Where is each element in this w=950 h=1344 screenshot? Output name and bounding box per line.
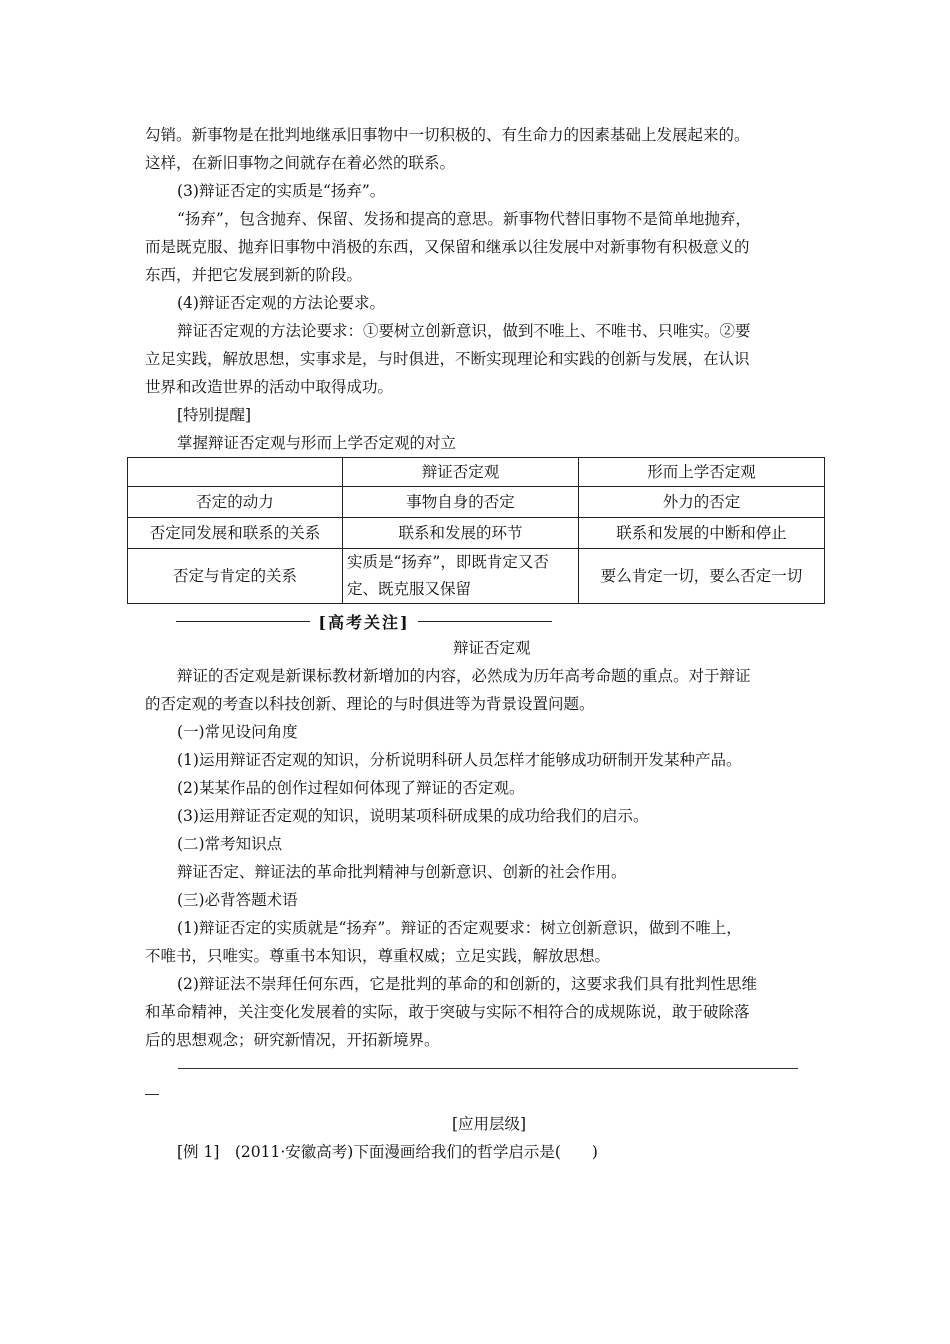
list-item: (1)辩证否定的实质就是“扬弃”。辩证的否定观要求：树立创新意识，做到不唯上，	[177, 919, 742, 937]
section-heading: (二)常考知识点	[177, 835, 283, 853]
tip-title: 掌握辩证否定观与形而上学否定观的对立	[177, 434, 457, 452]
paragraph-line: 而是既克服、抛弃旧事物中消极的东西，又保留和继承以往发展中对新事物有积极意义的	[145, 238, 750, 256]
gaokao-title: 辩证否定观	[453, 639, 531, 657]
table-cell: 否定的动力	[128, 487, 343, 518]
paragraph-line: 立足实践，解放思想，实事求是，与时俱进，不断实现理论和实践的创新与发展，在认识	[145, 350, 750, 368]
gaokao-banner	[176, 608, 552, 634]
table-cell: 要么肯定一切，要么否定一切	[579, 549, 825, 604]
table-header-cell: 形而上学否定观	[579, 458, 825, 487]
section-divider	[178, 1068, 798, 1069]
paragraph-line: 的否定观的考查以科技创新、理论的与时俱进等为背景设置问题。	[145, 695, 595, 713]
comparison-table	[127, 457, 825, 604]
table-header-row	[128, 458, 825, 487]
table-row	[128, 487, 825, 518]
section-heading: (3)辩证否定的实质是“扬弃”。	[177, 182, 386, 200]
paragraph-line: 辩证否定观的方法论要求：①要树立创新意识，做到不唯上、不唯书、只唯实。②要	[177, 322, 751, 340]
table-cell: 外力的否定	[579, 487, 825, 518]
paragraph-line: 后的思想观念；研究新情况，开拓新境界。	[145, 1031, 440, 1049]
paragraph-line: 辩证否定、辩证法的革命批判精神与创新意识、创新的社会作用。	[177, 863, 627, 881]
divider	[176, 621, 310, 622]
section-heading: (一)常见设问角度	[177, 723, 298, 741]
paragraph-line: “扬弃”，包含抛弃、保留、发扬和提高的意思。新事物代替旧事物不是简单地抛弃，	[177, 210, 751, 228]
list-item: (2)某某作品的创作过程如何体现了辩证的否定观。	[177, 779, 525, 797]
gaokao-label: [高考关注]	[318, 612, 410, 632]
table-cell: 实质是“扬弃”，即既肯定又否定、既克服又保留	[343, 549, 579, 604]
paragraph-line: 和革命精神，关注变化发展着的实际，敢于突破与实际不相符合的成规陈说，敢于破除落	[145, 1003, 750, 1021]
paragraph-line: 勾销。新事物是在批判地继承旧事物中一切积极的、有生命力的因素基础上发展起来的。	[145, 126, 750, 144]
section-divider	[145, 1094, 159, 1095]
divider	[418, 621, 552, 622]
application-title: [应用层级]	[452, 1115, 527, 1133]
list-item: (3)运用辩证否定观的知识，说明某项科研成果的成功给我们的启示。	[177, 807, 649, 825]
example-question: [例 1] (2011·安徽高考)下面漫画给我们的哲学启示是( )	[177, 1143, 598, 1161]
table-cell: 否定同发展和联系的关系	[128, 518, 343, 549]
table-header-cell: 辩证否定观	[343, 458, 579, 487]
list-item: (2)辩证法不崇拜任何东西，它是批判的革命的和创新的，这要求我们具有批判性思维	[177, 975, 757, 993]
paragraph-line: 这样，在新旧事物之间就存在着必然的联系。	[145, 154, 456, 172]
section-heading: (4)辩证否定观的方法论要求。	[177, 294, 385, 312]
section-heading: (三)必背答题术语	[177, 891, 298, 909]
list-item: (1)运用辩证否定观的知识，分析说明科研人员怎样才能够成功研制开发某种产品。	[177, 751, 742, 769]
table-row	[128, 518, 825, 549]
paragraph-line: 世界和改造世界的活动中取得成功。	[145, 378, 394, 396]
table-cell: 联系和发展的环节	[343, 518, 579, 549]
tip-label: [特别提醒]	[177, 406, 252, 424]
table-header-cell	[128, 458, 343, 487]
paragraph-line: 东西，并把它发展到新的阶段。	[145, 266, 363, 284]
table-cell: 联系和发展的中断和停止	[579, 518, 825, 549]
paragraph-line: 不唯书，只唯实。尊重书本知识，尊重权威；立足实践，解放思想。	[145, 947, 611, 965]
table-row	[128, 549, 825, 604]
paragraph-line: 辩证的否定观是新课标教材新增加的内容，必然成为历年高考命题的重点。对于辩证	[177, 667, 751, 685]
table-cell: 否定与肯定的关系	[128, 549, 343, 604]
table-cell: 事物自身的否定	[343, 487, 579, 518]
